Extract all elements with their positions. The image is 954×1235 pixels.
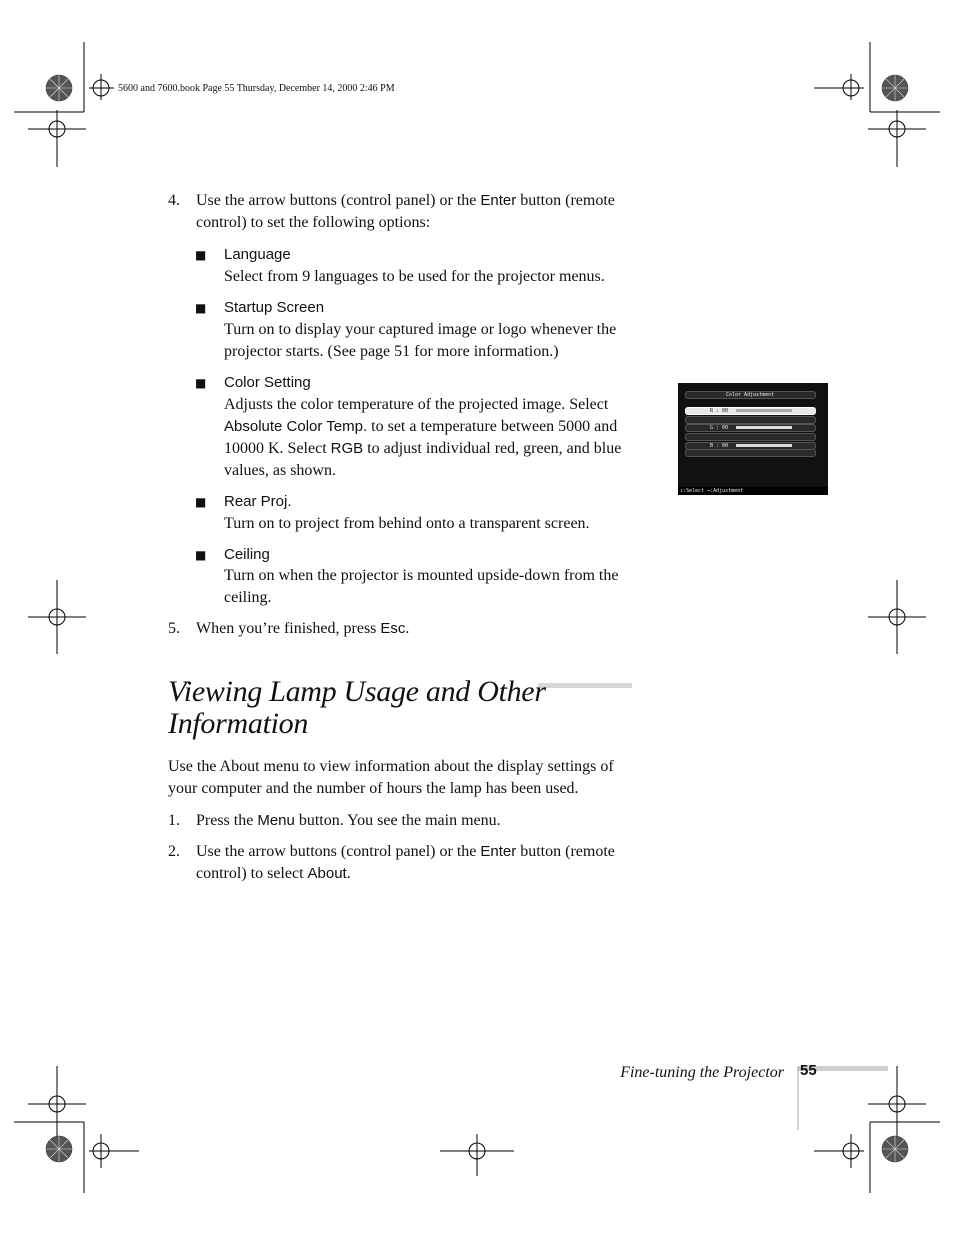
row-label: B : 00 (710, 443, 729, 449)
bullet-icon: ■ (195, 248, 207, 262)
option-title-rear: Rear Proj. (224, 493, 292, 510)
page-number: 55 (800, 1062, 817, 1079)
option-desc-rear: Turn on to project from behind onto a transparent screen. (224, 515, 590, 532)
row-label: R : 00 (710, 408, 729, 414)
bullet-icon: ■ (195, 376, 207, 390)
bullet-icon: ■ (195, 301, 207, 315)
chapter-title: Fine-tuning the Projector (620, 1064, 784, 1081)
option-title-color: Color Setting (224, 374, 311, 391)
step-number: 4. (168, 192, 180, 209)
row-divider (685, 449, 816, 457)
option-title-ceiling: Ceiling (224, 546, 270, 563)
option-desc-ceiling: Turn on when the projector is mounted upside-down from the ceiling. (224, 567, 619, 606)
bullet-icon: ■ (195, 495, 207, 509)
row-label: G : 00 (710, 425, 729, 431)
section-intro: Use the About menu to view information about the display settings of your computer and the number of hours the lamp has been used. (168, 758, 614, 797)
option-title-language: Language (224, 246, 291, 263)
menu-footer: ↕:Select ↔:Adjustment (680, 488, 744, 494)
step-1-text: Press the Menu button. You see the main menu. (196, 812, 501, 829)
slider-track (736, 444, 792, 447)
slider-track (736, 426, 792, 429)
step-number: 5. (168, 620, 180, 637)
step-2-text: Use the arrow buttons (control panel) or the Enter button (remote control) to select About. (196, 843, 615, 882)
step-5-text: When you’re finished, press Esc. (196, 620, 410, 637)
book-info-line: 5600 and 7600.book Page 55 Thursday, December 14, 2000 2:46 PM (118, 83, 395, 94)
menu-title: Color Adjustment (726, 392, 775, 398)
section-heading: Viewing Lamp Usage and Other Information (168, 675, 546, 740)
option-desc-color: Adjusts the color temperature of the projected image. Select Absolute Color Temp. to set a temperature between 5000 and 10000 K. Select RGB to adjust individual red, green, and blue values, as shown. (224, 396, 622, 479)
step-number: 1. (168, 812, 180, 829)
row-divider (685, 433, 816, 441)
color-adjustment-screenshot (678, 383, 828, 495)
option-desc-language: Select from 9 languages to be used for the projector menus. (224, 268, 605, 285)
option-desc-startup: Turn on to display your captured image or logo whenever the projector starts. (See page 51 for more information.) (224, 321, 617, 360)
row-divider (685, 416, 816, 424)
step-4-text: Use the arrow buttons (control panel) or the Enter button (remote control) to set the following options: (196, 192, 615, 231)
slider-track (736, 409, 792, 412)
bullet-icon: ■ (195, 548, 207, 562)
step-number: 2. (168, 843, 180, 860)
option-title-startup: Startup Screen (224, 299, 325, 316)
